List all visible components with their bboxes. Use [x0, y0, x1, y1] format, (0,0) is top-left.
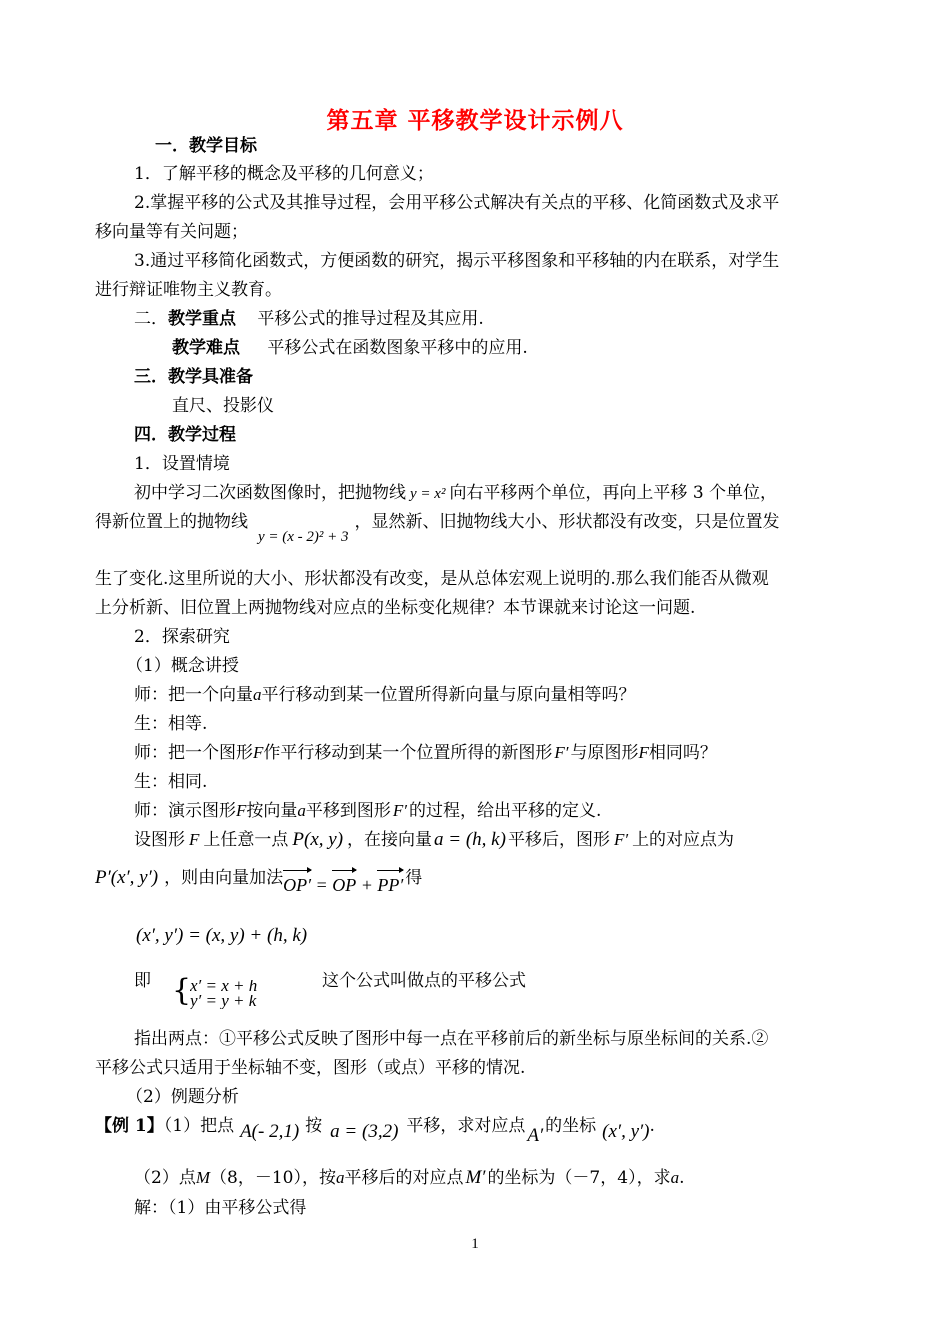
page-number: 1 — [471, 1236, 479, 1252]
translation-formula-system — [172, 973, 297, 1009]
text-run: 平移，求对应点 — [406, 1116, 526, 1136]
goal-item-1: 1．了解平移的概念及平移的几何意义； — [134, 164, 434, 184]
plus-sign: + — [356, 875, 378, 895]
text-run: 相同吗？ — [648, 743, 717, 763]
var-F: F — [253, 743, 264, 762]
text-run: 上的对应点为 — [632, 830, 735, 850]
goal-item-3-line1: 3.通过平移简化函数式，方便函数的研究，揭示平移图象和平移轴的内在联系，对学生 — [134, 251, 780, 271]
text-run: 得新位置上的抛物线 — [95, 512, 248, 532]
math-point-A: A(- 2,1) — [240, 1121, 300, 1142]
text-run: 按 — [305, 1116, 323, 1136]
text-run: 平移后，图形 — [507, 830, 610, 850]
vector-PP-prime: PP′ — [377, 875, 404, 895]
dialog-a1: 生：相等. — [134, 714, 208, 734]
text-run: 作平行移动到某一个位置所得的新图形 — [263, 743, 553, 763]
var-a: a — [253, 685, 262, 704]
text-run: 平移后的对应点 — [344, 1168, 464, 1188]
vector-OP-prime: OP′ — [283, 875, 312, 895]
var-F-prime: F′ — [392, 801, 407, 820]
dialog-a2: 生：相同. — [134, 772, 208, 792]
math-A-prime: A′ — [527, 1125, 544, 1146]
var-F: F — [638, 743, 649, 762]
text-run: 平移到图形 — [305, 801, 391, 821]
brace-symbol: { — [172, 973, 192, 1008]
example-1-part-2 — [134, 1167, 684, 1189]
var-F: F — [236, 801, 247, 820]
math-vector-a: a = (3,2) — [330, 1121, 399, 1142]
dialog-demo — [134, 800, 601, 822]
text-run: ，在接向量 — [347, 830, 433, 850]
vector-OP: OP — [332, 875, 357, 895]
text-run: 按向量 — [246, 801, 298, 821]
math-coord: (x′, y′) — [602, 1121, 650, 1142]
text-run: 的过程，给出平移的定义. — [409, 801, 602, 821]
key-point-label: 教学重点 — [168, 309, 236, 329]
formula-row-x — [190, 980, 295, 994]
notes-line-1: 指出两点：①平移公式反映了图形中每一点在平移前后的新坐标与原坐标间的关系.② — [134, 1029, 769, 1049]
text-run: 师：演示图形 — [134, 801, 236, 821]
example-label: 【例 1】 — [95, 1116, 164, 1136]
step-2-heading: 2．探索研究 — [134, 627, 230, 647]
translation-formula: (x′, y′) = (x, y) + (h, k) — [136, 925, 308, 946]
text-run: 设图形 — [134, 830, 185, 850]
intro-line-4: 上分析新、旧位置上两抛物线对应点的坐标变化规律？本节课就来讨论这一问题. — [95, 598, 696, 618]
notes-line-2: 平移公式只适用于坐标轴不变，图形（或点）平移的情况. — [95, 1058, 526, 1078]
text-run: 的坐标 — [545, 1116, 597, 1136]
text-run: ，显然新、旧抛物线大小、形状都没有改变，只是位置发 — [354, 512, 780, 532]
math-new-parabola: y = (x - 2)² + 3 — [258, 529, 349, 545]
ji-label: 即 — [134, 971, 151, 991]
intro-line-1 — [134, 482, 777, 505]
vector-addition-line — [95, 866, 423, 895]
sub-heading-concept: （1）概念讲授 — [126, 656, 239, 676]
text-run: 与原图形 — [570, 743, 639, 763]
formula-row-x-text: x′ = x + h — [190, 980, 258, 994]
section-prefix: 二． — [134, 309, 168, 329]
page-title: 第五章 平移教学设计示例八 — [326, 108, 624, 134]
var-F: F — [189, 830, 200, 849]
var-F-prime: F′ — [613, 830, 629, 849]
difficulty-row — [172, 337, 528, 359]
equals-sign: = — [311, 875, 333, 895]
difficulty-text: 平移公式在函数图象平移中的应用. — [267, 338, 528, 358]
text-run: 师：把一个图形 — [134, 743, 253, 763]
text-run: 初中学习二次函数图像时，把抛物线 — [134, 483, 406, 503]
dialog-q2 — [134, 742, 717, 764]
intro-line-3: 生了变化.这里所说的大小、形状都没有改变，是从总体宏观上说明的.那么我们能否从微观 — [95, 569, 769, 589]
text-run: 师：把一个向量 — [134, 685, 253, 705]
math-vector-a: a = (h, k) — [434, 829, 506, 850]
var-M: M — [195, 1168, 210, 1187]
section-heading-process: 四．教学过程 — [134, 425, 236, 445]
text-run: 平行移动到某一位置所得新向量与原向量相等吗？ — [261, 685, 636, 705]
var-F-prime: F′ — [554, 743, 569, 762]
difficulty-label: 教学难点 — [172, 338, 240, 358]
dialog-q1 — [134, 684, 636, 706]
math-point-P-prime: P′(x′, y′) — [95, 867, 159, 888]
text-run: . — [649, 1116, 655, 1136]
section-heading-goals: 一．教学目标 — [155, 136, 257, 156]
text-run: （8，－10），按 — [210, 1168, 336, 1188]
text-run: 向右平移两个单位，再向上平移 3 个单位， — [449, 483, 778, 503]
text-run: 上任意一点 — [203, 830, 289, 850]
math-vector-equation — [283, 875, 403, 895]
goal-item-2-line2: 移向量等有关问题； — [95, 222, 248, 242]
math-parabola: y = x² — [410, 486, 446, 502]
goal-item-3-line2: 进行辩证唯物主义教育。 — [95, 280, 282, 300]
goal-item-2-line1: 2.掌握平移的公式及其推导过程，会用平移公式解决有关点的平移、化简函数式及求平 — [134, 193, 780, 213]
formula-description: 这个公式叫做点的平移公式 — [322, 971, 526, 991]
intro-line-2 — [95, 511, 780, 545]
example-1-part-1 — [95, 1115, 655, 1146]
text-run: 的坐标为（－7，4），求 — [487, 1168, 671, 1188]
var-a: a — [335, 1168, 345, 1187]
section-heading-tools: 三．教学具准备 — [134, 367, 253, 387]
solution-start: 解：（1）由平移公式得 — [134, 1198, 307, 1218]
setup-line — [134, 829, 734, 851]
key-point-row — [134, 308, 484, 330]
text-run: ，则由向量加法 — [164, 868, 284, 888]
key-point-text: 平移公式的推导过程及其应用. — [257, 309, 484, 329]
tools-text: 直尺、投影仪 — [172, 396, 274, 416]
var-M-prime: M′ — [465, 1167, 486, 1188]
formula-row-y-text: y′ = y + k — [190, 995, 257, 1009]
math-point-P: P(x, y) — [292, 829, 344, 850]
text-run: （2）点 — [134, 1168, 196, 1188]
var-a: a — [670, 1168, 680, 1187]
text-run: 得 — [405, 868, 423, 888]
sub-heading-examples: （2）例题分析 — [126, 1087, 239, 1107]
text-run: （1）把点 — [163, 1116, 235, 1136]
step-1-heading: 1．设置情境 — [134, 454, 230, 474]
formula-row-y — [190, 995, 295, 1009]
text-run: . — [679, 1168, 685, 1188]
var-a: a — [297, 801, 306, 820]
